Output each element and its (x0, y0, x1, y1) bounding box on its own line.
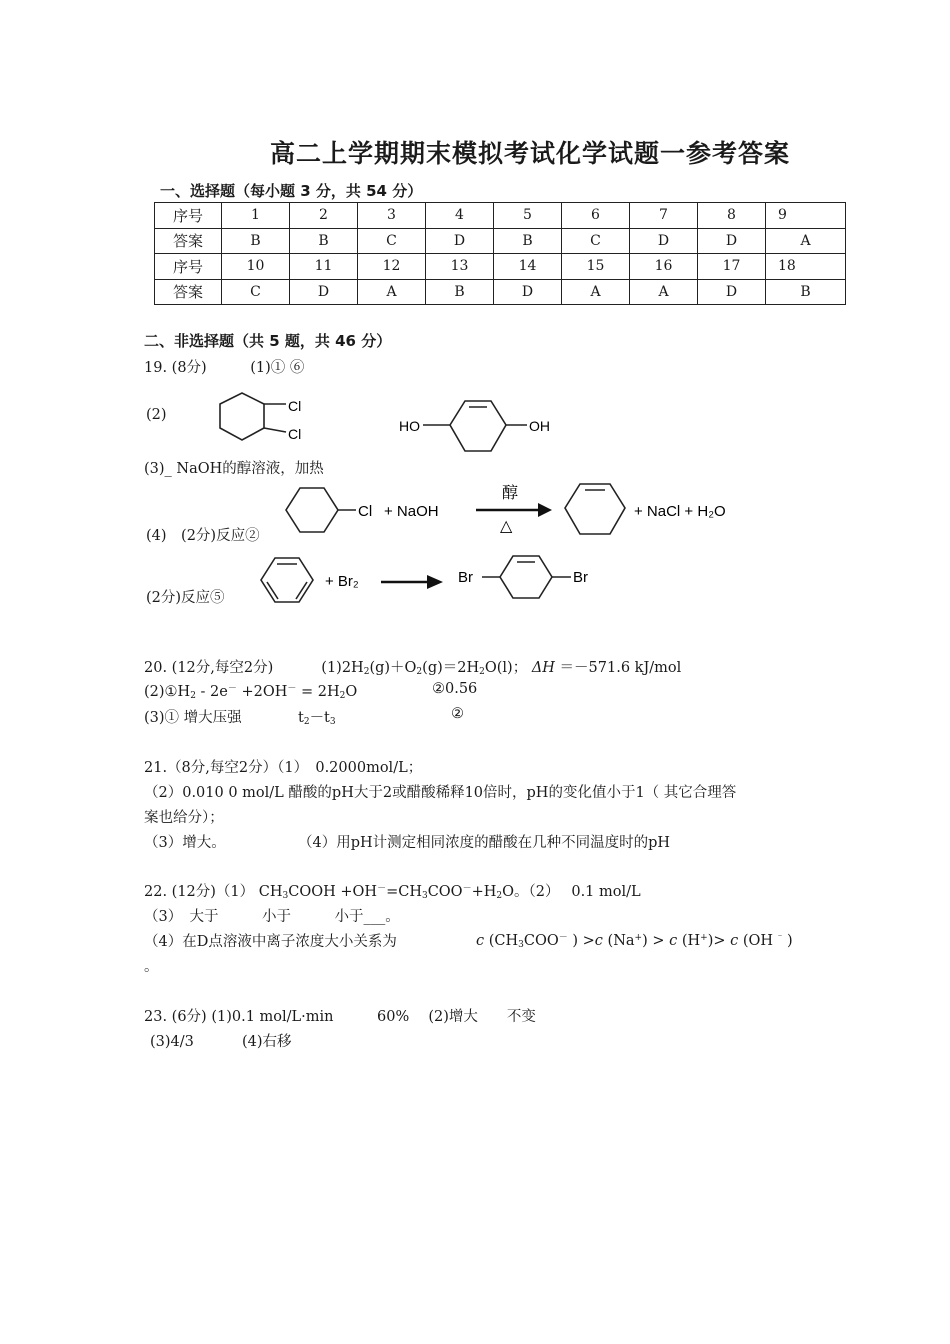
subscript: 3 (329, 717, 336, 727)
eq-text: O (345, 684, 358, 700)
eq-text: ＝－571.6 kJ/mol (559, 660, 682, 676)
table-cell: D (698, 279, 766, 305)
q20-answer-3c: ② (451, 706, 464, 722)
condition-label: 醇 (502, 485, 519, 502)
hydroxyl-label: OH (529, 418, 550, 434)
subscript: 3 (282, 891, 289, 901)
table-cell: A (766, 228, 846, 254)
eq-text: (H (677, 933, 701, 949)
eq-text: )> (707, 933, 731, 949)
bromine-label: Br (573, 569, 588, 586)
eq-text: =CH (386, 884, 422, 900)
eq-text: (g)＋O (369, 660, 417, 676)
q19-part2-label: (2) (146, 407, 167, 423)
table-cell: D (290, 279, 358, 305)
eq-text: c (730, 933, 739, 949)
subscript: 2 (303, 717, 310, 727)
subscript: 3 (421, 891, 428, 901)
products-label: + NaCl + H₂O (634, 503, 726, 520)
q23-line1: 23. (6分) (1)0.1 mol/L·min 60% (2)增大 不变 (144, 1009, 536, 1025)
eq-text: (g)＝2H (422, 660, 480, 676)
subscript: 2 (363, 667, 370, 677)
table-cell: C (358, 228, 426, 254)
superscript: － (377, 884, 387, 894)
row-label: 序号 (155, 254, 222, 280)
q19-header: 19. (8分) (1)① ⑥ (144, 360, 305, 376)
table-cell: 15 (562, 254, 630, 280)
subscript: 2 (496, 891, 503, 901)
table-cell: 10 (222, 254, 290, 280)
q20-time-interval (298, 706, 336, 727)
cyclohexene-diol-structure (395, 395, 555, 459)
chlorine-label: Cl (358, 503, 373, 520)
eq-text: (2)①H (144, 684, 191, 700)
table-cell: C (222, 279, 290, 305)
dichlorocyclohexane-structure (210, 390, 310, 450)
reaction-2-equation (280, 478, 750, 544)
subscript: 3 (518, 940, 524, 950)
reagent-label: + NaOH (384, 503, 439, 520)
reagent-label: + Br₂ (325, 573, 359, 590)
table-cell: A (358, 279, 426, 305)
row-label: 答案 (155, 228, 222, 254)
table-row (155, 228, 846, 254)
q23-line2: (3)4/3 (4)右移 (150, 1034, 292, 1050)
table-cell: 9 (766, 203, 846, 229)
superscript: － (287, 684, 297, 694)
table-cell: 18 (766, 254, 846, 280)
table-cell: D (698, 228, 766, 254)
eq-text: －t (309, 710, 330, 726)
superscript: + (634, 933, 643, 943)
table-cell: 13 (426, 254, 494, 280)
table-row (155, 254, 846, 280)
table-cell: 1 (222, 203, 290, 229)
q22-ion-order (476, 930, 793, 950)
q19-part5-label: (2分)反应⑤ (146, 590, 225, 606)
subscript: 2 (190, 691, 196, 701)
table-cell: A (630, 279, 698, 305)
table-cell: 8 (698, 203, 766, 229)
q21-line1: 21.（8分,每空2分）（1） 0.2000mol/L； (144, 760, 423, 776)
answer-table (154, 202, 846, 305)
eq-text: O。（2） 0.1 mol/L (502, 884, 641, 900)
eq-text: 22. (12分)（1） CH (144, 884, 283, 900)
table-cell: B (222, 228, 290, 254)
page-title: 高二上学期期末模拟考试化学试题一参考答案 (270, 139, 791, 168)
subscript: 2 (479, 667, 485, 677)
q21-line3: 案也给分）； (144, 810, 224, 826)
table-cell: D (494, 279, 562, 305)
eq-text: O(l)； (484, 660, 528, 676)
eq-text: COOH +OH (288, 884, 378, 900)
table-cell: 2 (290, 203, 358, 229)
q22-line1 (144, 880, 641, 901)
table-cell: 14 (494, 254, 562, 280)
subscript: 2 (416, 667, 423, 677)
q20-answer-2b: ②0.56 (432, 681, 478, 697)
eq-text: t (298, 710, 304, 726)
section1-heading: 一、选择题（每小题 3 分，共 54 分） (160, 182, 423, 200)
eq-text: ) > (642, 933, 670, 949)
eq-text: COO (427, 884, 463, 900)
eq-text: ) > (567, 933, 595, 949)
q22-line3-label: （4）在D点溶液中离子浓度大小关系为 (144, 934, 397, 950)
q21-answer-3: （3）增大。 (144, 835, 226, 851)
condition-label: △ (500, 518, 513, 535)
q21-line2: （2）0.010 0 mol/L 醋酸的pH大于2或醋酸稀释10倍时，pH的变化值小于1（ 其它合理答 (144, 785, 737, 801)
eq-text: ) (782, 933, 793, 949)
eq-text: c (476, 933, 485, 949)
row-label: 答案 (155, 279, 222, 305)
eq-text: COO (523, 933, 559, 949)
q22-line2: （3） 大于 小于 小于___。 (144, 909, 400, 925)
eq-text: - 2e (195, 684, 228, 700)
table-cell: B (426, 279, 494, 305)
eq-text: (Na (602, 933, 635, 949)
q20-line2 (144, 681, 357, 701)
eq-text: +2OH (236, 684, 288, 700)
table-row (155, 279, 846, 305)
eq-text: c (669, 933, 678, 949)
row-label: 序号 (155, 203, 222, 229)
table-cell: 11 (290, 254, 358, 280)
subscript: 2 (339, 691, 346, 701)
eq-text: +H (471, 884, 497, 900)
eq-text: (CH (484, 933, 519, 949)
table-cell: 16 (630, 254, 698, 280)
delta-h: ΔH (531, 660, 555, 676)
eq-text: = 2H (296, 684, 340, 700)
q19-part3: (3)_ NaOH的醇溶液，加热 (144, 461, 324, 477)
hydroxyl-label: HO (399, 418, 420, 434)
chlorine-label: Cl (288, 398, 302, 414)
table-cell: B (494, 228, 562, 254)
q20-header: 20. (12分,每空2分) (144, 660, 274, 676)
table-cell: A (562, 279, 630, 305)
eq-text: c (594, 933, 603, 949)
reaction-5-equation (255, 552, 605, 612)
table-cell: D (630, 228, 698, 254)
eq-text: (OH (738, 933, 778, 949)
table-cell: 3 (358, 203, 426, 229)
q20-line1 (144, 656, 681, 677)
q19-part4-label: (4) (2分)反应② (146, 528, 260, 544)
q20-answer-3a: (3)① 增大压强 (144, 710, 242, 726)
table-cell: 6 (562, 203, 630, 229)
table-cell: C (562, 228, 630, 254)
table-cell: B (766, 279, 846, 305)
table-cell: 5 (494, 203, 562, 229)
chlorine-label: Cl (288, 426, 302, 442)
section2-heading: 二、非选择题（共 5 题，共 46 分） (144, 332, 392, 350)
superscript: － (227, 684, 237, 694)
superscript: － (462, 884, 472, 894)
superscript: ⁻ (777, 933, 783, 943)
superscript: + (700, 933, 708, 943)
bromine-label: Br (458, 569, 473, 586)
q21-answer-4: （4）用pH计测定相同浓度的醋酸在几种不同温度时的pH (298, 835, 671, 851)
table-cell: D (426, 228, 494, 254)
eq-text: (1)2H (321, 660, 364, 676)
table-cell: 7 (630, 203, 698, 229)
table-cell: 17 (698, 254, 766, 280)
q22-line4: 。 (144, 959, 159, 975)
table-row (155, 203, 846, 229)
table-cell: 12 (358, 254, 426, 280)
superscript: － (558, 933, 568, 943)
table-cell: B (290, 228, 358, 254)
table-cell: 4 (426, 203, 494, 229)
